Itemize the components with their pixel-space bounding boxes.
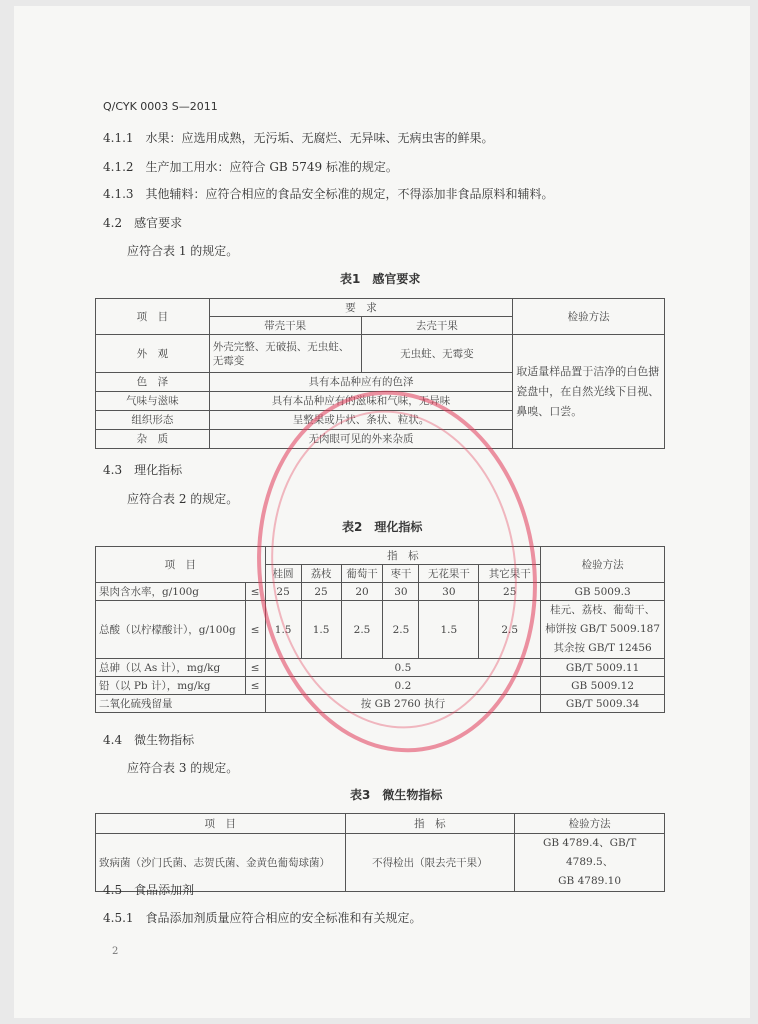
page-number: 2 bbox=[112, 946, 119, 957]
t1-head-method: 检验方法 bbox=[513, 299, 665, 335]
t2-r2-v5: 2.5 bbox=[479, 601, 541, 659]
t2-col-raisin: 葡萄干 bbox=[341, 565, 383, 583]
section-4-3-text: 应符合表 2 的规定。 bbox=[127, 492, 239, 506]
table2-physchem bbox=[95, 546, 665, 713]
t3-head-method: 检验方法 bbox=[515, 814, 665, 834]
table1-caption: 表1 感官要求 bbox=[340, 272, 421, 286]
t3-r1-name: 致病菌（沙门氏菌、志贺氏菌、金黄色葡萄球菌） bbox=[96, 834, 346, 892]
section-4-4-title: 4.4 微生物指标 bbox=[103, 733, 195, 747]
t2-r2-op: ≤ bbox=[245, 601, 265, 659]
t2-r5-val: 按 GB 2760 执行 bbox=[265, 695, 541, 713]
clause-4-1-2: 4.1.2 生产加工用水：应符合 GB 5749 标准的规定。 bbox=[103, 160, 398, 174]
t2-col-longan: 桂圆 bbox=[265, 565, 301, 583]
t2-r2-name: 总酸（以柠檬酸计），g/100g bbox=[96, 601, 246, 659]
t3-r1-val: 不得检出（限去壳干果） bbox=[345, 834, 515, 892]
t1-head-req: 要 求 bbox=[209, 299, 512, 317]
t2-r5-method: GB/T 5009.34 bbox=[541, 695, 665, 713]
t2-r5-name: 二氧化硫残留量 bbox=[96, 695, 266, 713]
t3-r1-method-line2: GB 4789.10 bbox=[558, 875, 622, 887]
t2-r4-name: 铅（以 Pb 计），mg/kg bbox=[96, 677, 246, 695]
t2-r3-op: ≤ bbox=[245, 659, 265, 677]
doc-header-code: Q/CYK 0003 S—2011 bbox=[103, 100, 218, 113]
t1-r3-val: 具有本品种应有的滋味和气味，无异味 bbox=[209, 392, 512, 411]
section-4-3-title: 4.3 理化指标 bbox=[103, 463, 183, 477]
clause-4-5-1: 4.5.1 食品添加剂质量应符合相应的安全标准和有关规定。 bbox=[103, 911, 422, 925]
t1-r1-shell: 外壳完整、无破损、无虫蛀、无霉变 bbox=[209, 335, 361, 373]
t2-r3-val: 0.5 bbox=[265, 659, 541, 677]
t2-r1-v2: 20 bbox=[341, 583, 383, 601]
t1-r1-noshell: 无虫蛀、无霉变 bbox=[361, 335, 513, 373]
t2-r1-v4: 30 bbox=[419, 583, 479, 601]
t2-r1-v1: 25 bbox=[301, 583, 341, 601]
section-4-4-text: 应符合表 3 的规定。 bbox=[127, 761, 239, 775]
t2-head-index: 指 标 bbox=[265, 547, 541, 565]
table2-caption: 表2 理化指标 bbox=[342, 520, 423, 534]
t2-r2-method bbox=[541, 601, 665, 659]
t2-r2-method-line3: 其余按 GB/T 12456 bbox=[553, 642, 652, 654]
t3-r1-method bbox=[515, 834, 665, 892]
t1-head-noshell: 去壳干果 bbox=[361, 317, 513, 335]
t3-head-item: 项 目 bbox=[96, 814, 346, 834]
t2-r3-name: 总砷（以 As 计），mg/kg bbox=[96, 659, 246, 677]
t2-col-jujube: 枣干 bbox=[383, 565, 419, 583]
t2-r2-v0: 1.5 bbox=[265, 601, 301, 659]
t2-r2-method-line1: 桂元、荔枝、葡萄干、 bbox=[550, 604, 656, 616]
t1-r5-val: 无肉眼可见的外来杂质 bbox=[209, 430, 512, 449]
section-4-5-title: 4.5 食品添加剂 bbox=[103, 883, 195, 897]
t1-head-shell: 带壳干果 bbox=[209, 317, 361, 335]
table1-sensory bbox=[95, 298, 665, 449]
t1-r2-name: 色 泽 bbox=[96, 373, 210, 392]
t3-head-index: 指 标 bbox=[345, 814, 515, 834]
t2-head-item: 项 目 bbox=[96, 547, 266, 583]
t2-r3-method: GB/T 5009.11 bbox=[541, 659, 665, 677]
clause-4-1-1: 4.1.1 水果：应选用成熟，无污垢、无腐烂、无异味、无病虫害的鲜果。 bbox=[103, 131, 494, 145]
section-4-2-text: 应符合表 1 的规定。 bbox=[127, 244, 239, 258]
t2-r1-v3: 30 bbox=[383, 583, 419, 601]
t2-r2-v1: 1.5 bbox=[301, 601, 341, 659]
t2-head-method: 检验方法 bbox=[541, 547, 665, 583]
t2-r1-op: ≤ bbox=[245, 583, 265, 601]
t2-r1-v5: 25 bbox=[479, 583, 541, 601]
table3-micro bbox=[95, 813, 665, 892]
t1-method: 取适量样品置于洁净的白色搪瓷盘中，在自然光线下目视、鼻嗅、口尝。 bbox=[513, 335, 665, 449]
t2-r1-v0: 25 bbox=[265, 583, 301, 601]
t1-r1-name: 外 观 bbox=[96, 335, 210, 373]
t1-r4-name: 组织形态 bbox=[96, 411, 210, 430]
t2-r2-v2: 2.5 bbox=[341, 601, 383, 659]
t1-r4-val: 呈整果或片状、条状、粒状。 bbox=[209, 411, 512, 430]
t2-r1-method: GB 5009.3 bbox=[541, 583, 665, 601]
t2-r4-method: GB 5009.12 bbox=[541, 677, 665, 695]
t2-col-fig: 无花果干 bbox=[419, 565, 479, 583]
t1-r5-name: 杂 质 bbox=[96, 430, 210, 449]
t1-r2-val: 具有本品种应有的色泽 bbox=[209, 373, 512, 392]
section-4-2-title: 4.2 感官要求 bbox=[103, 216, 183, 230]
t2-r2-v3: 2.5 bbox=[383, 601, 419, 659]
t2-r2-v4: 1.5 bbox=[419, 601, 479, 659]
t3-r1-method-line1: GB 4789.4、GB/T 4789.5、 bbox=[542, 837, 637, 868]
t2-col-lychee: 荔枝 bbox=[301, 565, 341, 583]
clause-4-1-3: 4.1.3 其他辅料：应符合相应的食品安全标准的规定，不得添加非食品原料和辅料。 bbox=[103, 187, 554, 201]
t2-r4-val: 0.2 bbox=[265, 677, 541, 695]
t2-r2-method-line2: 柿饼按 GB/T 5009.187 bbox=[545, 623, 661, 635]
t1-head-item: 项 目 bbox=[96, 299, 210, 335]
table3-caption: 表3 微生物指标 bbox=[350, 788, 443, 802]
t2-col-other: 其它果干 bbox=[479, 565, 541, 583]
t2-r1-name: 果肉含水率，g/100g bbox=[96, 583, 246, 601]
t2-r4-op: ≤ bbox=[245, 677, 265, 695]
t1-r3-name: 气味与滋味 bbox=[96, 392, 210, 411]
